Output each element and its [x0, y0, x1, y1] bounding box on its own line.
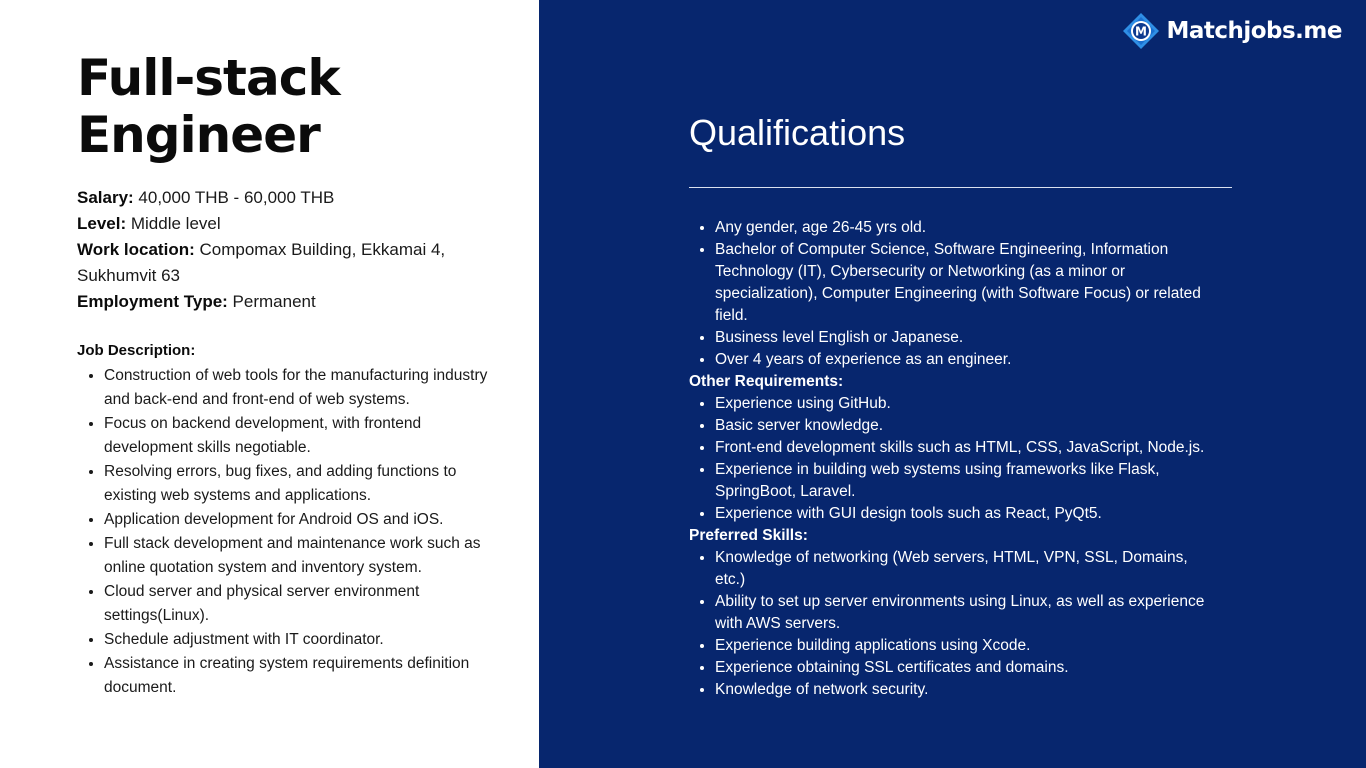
qualifications-list [689, 217, 1219, 371]
job-meta [77, 185, 507, 315]
salary-row [77, 185, 507, 211]
job-title: Full-stack Engineer [77, 49, 340, 164]
logo-mark-letter: M [1135, 24, 1148, 39]
preferred-skills-list [689, 547, 1219, 701]
job-description-list [77, 364, 502, 700]
level-label: Level: [77, 214, 127, 233]
level-row [77, 211, 507, 237]
employment-value: Permanent [227, 292, 316, 311]
list-item: • Schedule adjustment with IT coordinator. [104, 628, 502, 652]
list-item: • Experience with GUI design tools such as React, PyQt5. [715, 503, 1219, 525]
list-item: • Experience obtaining SSL certificates and domains. [715, 657, 1219, 679]
location-value: Compomax Building, Ekkamai 4, Sukhumvit 63 [77, 240, 446, 285]
matchjobs-logo [1122, 12, 1342, 50]
list-item: • Application development for Android OS and iOS. [104, 508, 502, 532]
list-item: • Experience building applications using Xcode. [715, 635, 1219, 657]
logo-text: Matchjobs.me [1166, 18, 1342, 44]
qualifications-panel [539, 0, 1366, 768]
employment-row [77, 289, 507, 315]
list-item: • Experience using GitHub. [715, 393, 1219, 415]
qualifications-body [689, 217, 1219, 701]
list-item: • Business level English or Japanese. [715, 327, 1219, 349]
location-row [77, 237, 507, 289]
preferred-skills-heading: Preferred Skills: [689, 527, 808, 544]
list-item: • Full stack development and maintenance work such as online quotation system and inventory system. [104, 532, 502, 580]
list-item: • Cloud server and physical server environment settings(Linux). [104, 580, 502, 628]
list-item: • Over 4 years of experience as an engineer. [715, 349, 1219, 371]
qualifications-title: Qualifications [689, 112, 906, 153]
job-description-heading: Job Description: [77, 342, 196, 359]
salary-value: 40,000 THB - 60,000 THB [133, 188, 335, 207]
employment-label: Employment Type: [77, 292, 228, 311]
list-item: • Front-end development skills such as HTML, CSS, JavaScript, Node.js. [715, 437, 1219, 459]
other-requirements-heading: Other Requirements: [689, 373, 844, 390]
list-item: • Ability to set up server environments using Linux, as well as experience with AWS servers. [715, 591, 1219, 635]
logo-mark-graphic [1122, 12, 1160, 50]
location-label: Work location: [77, 240, 195, 259]
salary-label: Salary: [77, 188, 134, 207]
list-item: • Knowledge of network security. [715, 679, 1219, 701]
matchjobs-logo-icon [1122, 12, 1160, 50]
job-details-panel [0, 0, 539, 768]
title-divider [689, 187, 1232, 188]
list-item: • Experience in building web systems using frameworks like Flask, SpringBoot, Laravel. [715, 459, 1219, 503]
level-value: Middle level [126, 214, 221, 233]
list-item: • Knowledge of networking (Web servers, HTML, VPN, SSL, Domains, etc.) [715, 547, 1219, 591]
list-item: • Bachelor of Computer Science, Software Engineering, Information Technology (IT), Cybersecurity or Networking (as a minor or specialization), Computer Engineering (with Software Focus) or related field. [715, 239, 1219, 327]
list-item: • Construction of web tools for the manufacturing industry and back-end and front-end of web systems. [104, 364, 502, 412]
list-item: • Any gender, age 26-45 yrs old. [715, 217, 1219, 239]
list-item: • Basic server knowledge. [715, 415, 1219, 437]
list-item: • Resolving errors, bug fixes, and adding functions to existing web systems and applications. [104, 460, 502, 508]
list-item: • Assistance in creating system requirements definition document. [104, 652, 502, 700]
list-item: • Focus on backend development, with frontend development skills negotiable. [104, 412, 502, 460]
other-requirements-list [689, 393, 1219, 525]
